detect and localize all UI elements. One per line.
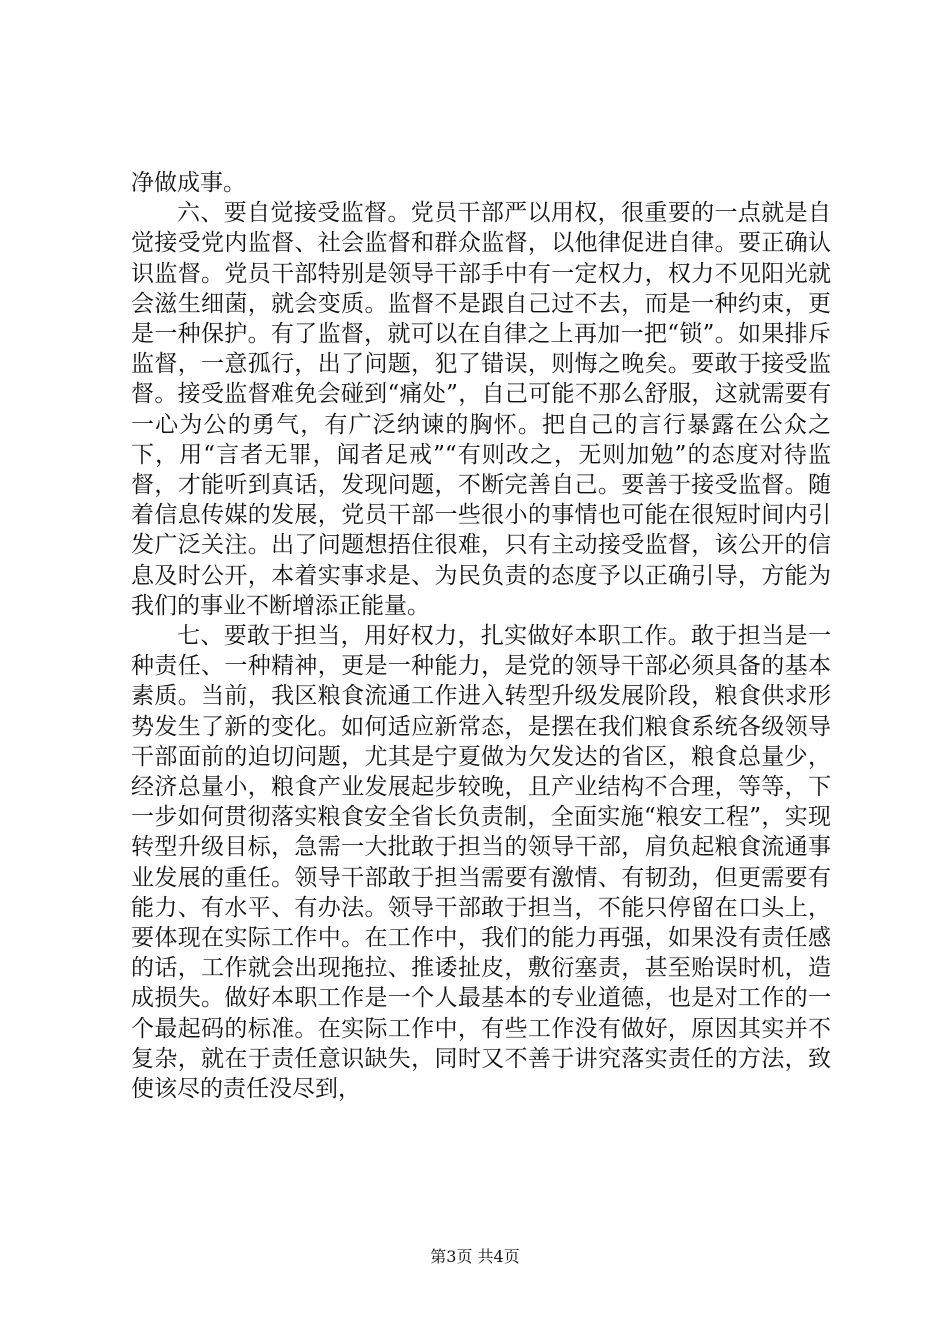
document-body: [131, 168, 831, 1104]
paragraph-continuation: 净做成事。: [131, 170, 246, 196]
page-number-footer: 第3页 共4页: [430, 1247, 520, 1266]
paragraph-section-seven: 七、要敢于担当，用好权力，扎实做好本职工作。敢于担当是一种责任、一种精神，更是一种能力，是党的领导干部必须具备的基本素质。当前，我区粮食流通工作进入转型升级发展阶段，粮食供求形势发生了新的变化。如何适应新常态，是摆在我们粮食系统各级领导干部面前的迫切问题，尤其是宁夏做为欠发达的省区，粮食总量少，经济总量小，粮食产业发展起步较晚，且产业结构不合理，等等，下一步如何贯彻落实粮食安全省长负责制，全面实施“粮安工程”，实现转型升级目标，急需一大批敢于担当的领导干部，肩负起粮食流通事业发展的重任。领导干部敢于担当需要有激情、有韧劲，但更需要有能力、有水平、有办法。领导干部敢于担当，不能只停留在口头上，要体现在实际工作中。在工作中，我们的能力再强，如果没有责任感的话，工作就会出现拖拉、推诿扯皮，敷衍塞责，甚至贻误时机，造成损失。做好本职工作是一个人最基本的专业道德，也是对工作的一个最起码的标准。在实际工作中，有些工作没有做好，原因其实并不复杂，就在于责任意识缺失，同时又不善于讲究落实责任的方法，致使该尽的责任没尽到，: [131, 623, 831, 1103]
paragraph-section-six: 六、要自觉接受监督。党员干部严以用权，很重要的一点就是自觉接受党内监督、社会监督和群众监督，以他律促进自律。要正确认识监督。党员干部特别是领导干部手中有一定权力，权力不见阳光就会滋生细菌，就会变质。监督不是跟自己过不去，而是一种约束，更是一种保护。有了监督，就可以在自律之上再加一把“锁”。如果排斥监督，一意孤行，出了问题，犯了错误，则悔之晚矣。要敢于接受监督。接受监督难免会碰到“痛处”，自己可能不那么舒服，这就需要有一心为公的勇气，有广泛纳谏的胸怀。把自己的言行暴露在公众之下，用“言者无罪，闻者足戒”“有则改之，无则加勉”的态度对待监督，才能听到真话，发现问题，不断完善自己。要善于接受监督。随着信息传媒的发展，党员干部一些很小的事情也可能在很短时间内引发广泛关注。出了问题想捂住很难，只有主动接受监督，该公开的信息及时公开，本着实事求是、为民负责的态度予以正确引导，方能为我们的事业不断增添正能量。: [131, 200, 831, 619]
